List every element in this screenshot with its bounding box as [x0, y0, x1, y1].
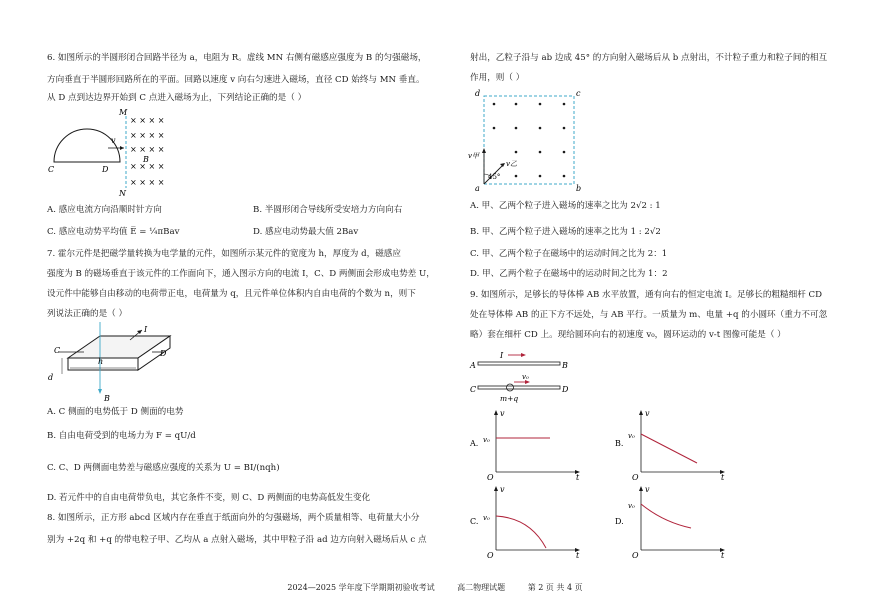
- q9-graph-a-v: v: [500, 409, 505, 418]
- q7-hall-element-figure: [40, 322, 190, 404]
- q6-option-a[interactable]: A. 感应电流方向沿顺时针方向: [47, 205, 162, 215]
- q6-stem-line2: 方向垂直于半圆形回路所在的平面。回路以速度 v 向右匀速进入磁场，直径 CD 始终与 MN 垂直。: [47, 75, 425, 85]
- q8-fig-a: a: [475, 184, 480, 193]
- q8-fig-b: b: [576, 184, 582, 193]
- q7-stem-line3: 设元件中能够自由移动的电荷带正电，电荷量为 q，且元件单位体积内自由电荷的个数为 n，则下: [47, 289, 416, 299]
- q6-fig-cross-row: × × × ×: [130, 162, 165, 171]
- q9-stem-line3: 略）套在细杆 CD 上。现给圆环向右的初速度 v₀，圆环运动的 v-t 图像可能是（ ）: [470, 330, 786, 340]
- q9-graph-a-O: O: [487, 473, 494, 482]
- q8-fig-d: d: [475, 89, 481, 98]
- q8-option-a[interactable]: A. 甲、乙两个粒子进入磁场的速率之比为 2√2 : 1: [470, 201, 661, 211]
- q9-graph-c-v0: v₀: [483, 514, 490, 522]
- q6-stem-line3: 从 D 点到达边界开始到 C 点进入磁场为止，下列结论正确的是（ ）: [47, 93, 307, 103]
- q7-option-b[interactable]: B. 自由电荷受到的电场力为 F = qU/d: [47, 431, 196, 441]
- q6-fig-N: N: [119, 189, 126, 198]
- footer-exam: 2024—2025 学年度下学期期初验收考试: [287, 583, 435, 592]
- q7-option-a[interactable]: A. C 侧面的电势低于 D 侧面的电势: [47, 407, 184, 417]
- q6-fig-cross-row: × × × ×: [130, 116, 165, 125]
- q9-graph-d[interactable]: [615, 484, 735, 558]
- q8-fig-v-jia: v甲: [468, 152, 479, 160]
- q9-graph-a-t: t: [576, 473, 580, 482]
- q8-square-field-figure: [470, 88, 590, 194]
- q9-graph-c[interactable]: [470, 484, 590, 558]
- q8-option-d[interactable]: D. 甲、乙两个粒子在磁场中的运动时间之比为 1：2: [470, 269, 668, 279]
- q9-graph-b-v0: v₀: [628, 432, 635, 440]
- q7-fig-B: B: [104, 394, 110, 403]
- q8-option-b[interactable]: B. 甲、乙两个粒子进入磁场的速率之比为 1 : 2√2: [470, 227, 661, 237]
- q6-stem-line1: 6. 如图所示的半圆形闭合回路半径为 a，电阻为 R。虚线 MN 右侧有磁感应强度为 B 的匀强磁场，: [47, 53, 427, 63]
- q8-stem-line4: 作用，则（ ）: [470, 73, 525, 83]
- q6-fig-M: M: [119, 108, 128, 117]
- q9-graph-b-O: O: [632, 473, 639, 482]
- q9-fig-C: C: [470, 385, 477, 394]
- q9-graph-d-label: D.: [615, 517, 624, 526]
- q7-option-d[interactable]: D. 若元件中的自由电荷带负电，其它条件不变，则 C、D 两侧面的电势高低发生变化: [47, 493, 371, 503]
- q8-stem-line3: 射出，乙粒子沿与 ab 边成 45° 的方向射入磁场后从 b 点射出，不计粒子重力和粒子间的相互: [470, 53, 828, 63]
- q7-fig-I: I: [144, 325, 148, 334]
- q9-graph-c-v: v: [500, 485, 505, 494]
- q7-stem-line1: 7. 霍尔元件是把磁学量转换为电学量的元件，如图所示某元件的宽度为 h，厚度为 d，磁感应: [47, 249, 401, 259]
- q7-stem-line4: 列说法正确的是（ ）: [47, 309, 128, 319]
- q7-option-c[interactable]: C. C、D 两侧面电势差与磁感应强度的关系为 U = BI/(nqh): [47, 463, 280, 473]
- footer-subject: 高二物理试题: [457, 583, 506, 592]
- q9-rod-figure: [470, 348, 580, 404]
- q9-fig-A: A: [470, 361, 476, 370]
- q8-stem-line2: 别为 +2q 和 +q 的带电粒子甲、乙均从 a 点射入磁场，其中甲粒子沿 ad 边方向射入磁场后从 c 点: [47, 535, 427, 545]
- q7-stem-line2: 强度为 B 的磁场垂直于该元件的工作面向下，通入图示方向的电流 I，C、D 两侧面会形成电势差 U，: [47, 269, 435, 279]
- footer-page: 第 2 页 共 4 页: [527, 583, 583, 592]
- q6-fig-cross-row: × × × ×: [130, 178, 165, 187]
- q9-stem-line2: 处在导体棒 AB 的正下方不远处，与 AB 平行。一质量为 m、电量 +q 的小圆环（重力不可忽: [470, 310, 828, 320]
- q9-fig-mq: m+q: [500, 394, 519, 403]
- q6-fig-v: v: [111, 136, 116, 145]
- q6-option-b[interactable]: B. 半圆形闭合导线所受安培力方向向右: [253, 205, 403, 215]
- q6-option-c[interactable]: C. 感应电动势平均值 E̅ = ¼πBav: [47, 227, 180, 237]
- q9-graph-d-O: O: [632, 551, 639, 560]
- q9-graph-d-t: t: [721, 551, 725, 560]
- q9-graph-d-v0: v₀: [628, 502, 635, 510]
- q6-fig-D: D: [102, 165, 109, 174]
- q8-fig-c: c: [576, 89, 581, 98]
- q9-graph-b-label: B.: [615, 439, 624, 448]
- q9-graph-b[interactable]: [615, 408, 735, 480]
- q7-fig-C: C: [54, 346, 61, 355]
- q9-graph-a-v0: v₀: [483, 436, 490, 444]
- q9-fig-B: B: [562, 361, 568, 370]
- q9-graph-b-v: v: [645, 409, 650, 418]
- q6-fig-cross-row: × × × ×: [130, 131, 165, 140]
- q9-graph-a[interactable]: [470, 408, 590, 480]
- page-footer: [0, 582, 870, 593]
- q9-graph-c-O: O: [487, 551, 494, 560]
- q8-fig-v-yi: v乙: [506, 160, 517, 168]
- q7-fig-D: D: [160, 349, 167, 358]
- q6-fig-B: B: [143, 155, 149, 164]
- q8-stem-line1: 8. 如图所示，正方形 abcd 区域内存在垂直于纸面向外的匀强磁场，两个质量相等、电荷量大小分: [47, 513, 420, 523]
- q9-graph-c-label: C.: [470, 517, 479, 526]
- q7-fig-d: d: [48, 373, 54, 382]
- q8-option-c[interactable]: C. 甲、乙两个粒子在磁场中的运动时间之比为 2：1: [470, 249, 668, 259]
- q9-fig-I: I: [500, 351, 504, 360]
- q6-fig-C: C: [48, 165, 55, 174]
- q8-field-dots: [493, 103, 566, 178]
- q9-graph-c-t: t: [576, 551, 580, 560]
- q9-graph-b-t: t: [721, 473, 725, 482]
- q9-stem-line1: 9. 如图所示，足够长的导体棒 AB 水平放置，通有向右的恒定电流 I。足够长的粗糙细杆 CD: [470, 290, 823, 300]
- q7-fig-h: h: [98, 357, 104, 366]
- q6-figure: [40, 106, 240, 198]
- q9-fig-v0: v₀: [522, 373, 529, 381]
- q9-graph-a-label: A.: [470, 439, 479, 448]
- q6-fig-cross-row: × × × ×: [130, 145, 165, 154]
- q9-fig-D: D: [562, 385, 569, 394]
- q8-fig-angle: 45°: [488, 173, 501, 181]
- q6-option-d[interactable]: D. 感应电动势最大值 2Bav: [253, 227, 359, 237]
- q9-graph-d-v: v: [645, 485, 650, 494]
